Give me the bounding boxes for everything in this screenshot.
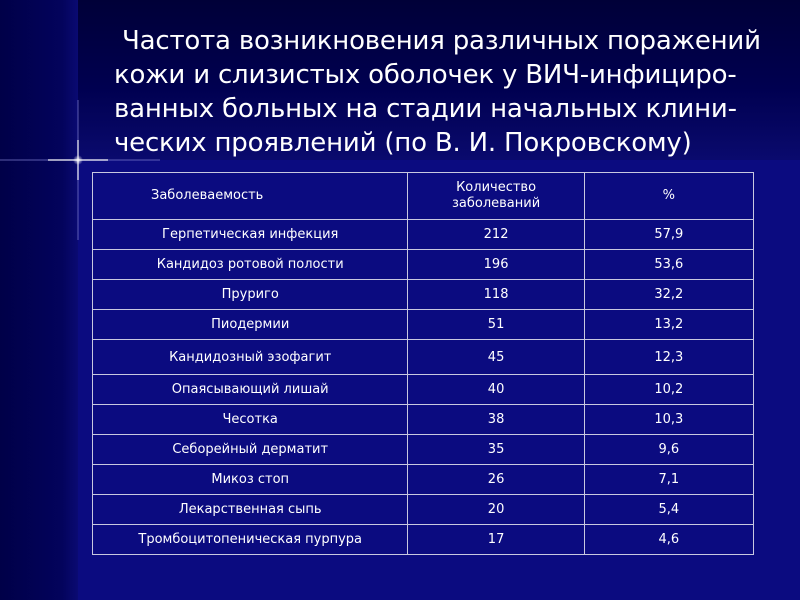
table-row [93,495,754,525]
table-row [93,375,754,405]
table-row [93,405,754,435]
cell-percent: 7,1 [584,465,753,495]
cell-disease: Тромбоцитопеническая пурпура [93,525,408,555]
slide-title: Частота возникновения различных поражений кожи и слизистых оболочек у ВИЧ-инфициро-ванных больных на стадии начальных клини-ческих проявлений (по В. И. Покровскому) [114,26,761,158]
cell-percent: 10,3 [584,405,753,435]
cell-percent: 9,6 [584,435,753,465]
slide-left-band [0,0,78,600]
skin-lesions-table [92,172,754,555]
cell-count: 38 [408,405,584,435]
cell-count: 20 [408,495,584,525]
cell-count: 35 [408,435,584,465]
table-row [93,525,754,555]
table-header-row [93,173,754,220]
table-row [93,340,754,375]
cell-disease: Герпетическая инфекция [93,220,408,250]
cell-count: 40 [408,375,584,405]
cell-count: 118 [408,280,584,310]
table-row [93,220,754,250]
table-row [93,250,754,280]
cell-percent: 53,6 [584,250,753,280]
cell-disease: Пиодермии [93,310,408,340]
cell-disease: Кандидозный эзофагит [93,340,408,375]
cell-disease: Опаясывающий лишай [93,375,408,405]
cell-percent: 13,2 [584,310,753,340]
cell-count: 17 [408,525,584,555]
table-row [93,310,754,340]
cell-disease: Микоз стоп [93,465,408,495]
table-row [93,280,754,310]
header-count: Количество заболеваний [408,173,584,220]
cell-disease: Пруриго [93,280,408,310]
table-row [93,465,754,495]
cell-disease: Кандидоз ротовой полости [93,250,408,280]
cell-count: 51 [408,310,584,340]
table-body [93,220,754,555]
cell-count: 26 [408,465,584,495]
cell-count: 212 [408,220,584,250]
cell-count: 196 [408,250,584,280]
cell-percent: 4,6 [584,525,753,555]
cell-percent: 5,4 [584,495,753,525]
cell-percent: 57,9 [584,220,753,250]
cell-percent: 10,2 [584,375,753,405]
header-percent: % [584,173,753,220]
cell-percent: 32,2 [584,280,753,310]
table-row [93,435,754,465]
cell-disease: Себорейный дерматит [93,435,408,465]
header-disease: Заболеваемость [93,173,408,220]
cell-percent: 12,3 [584,340,753,375]
cell-disease: Чесотка [93,405,408,435]
cell-disease: Лекарственная сыпь [93,495,408,525]
cell-count: 45 [408,340,584,375]
